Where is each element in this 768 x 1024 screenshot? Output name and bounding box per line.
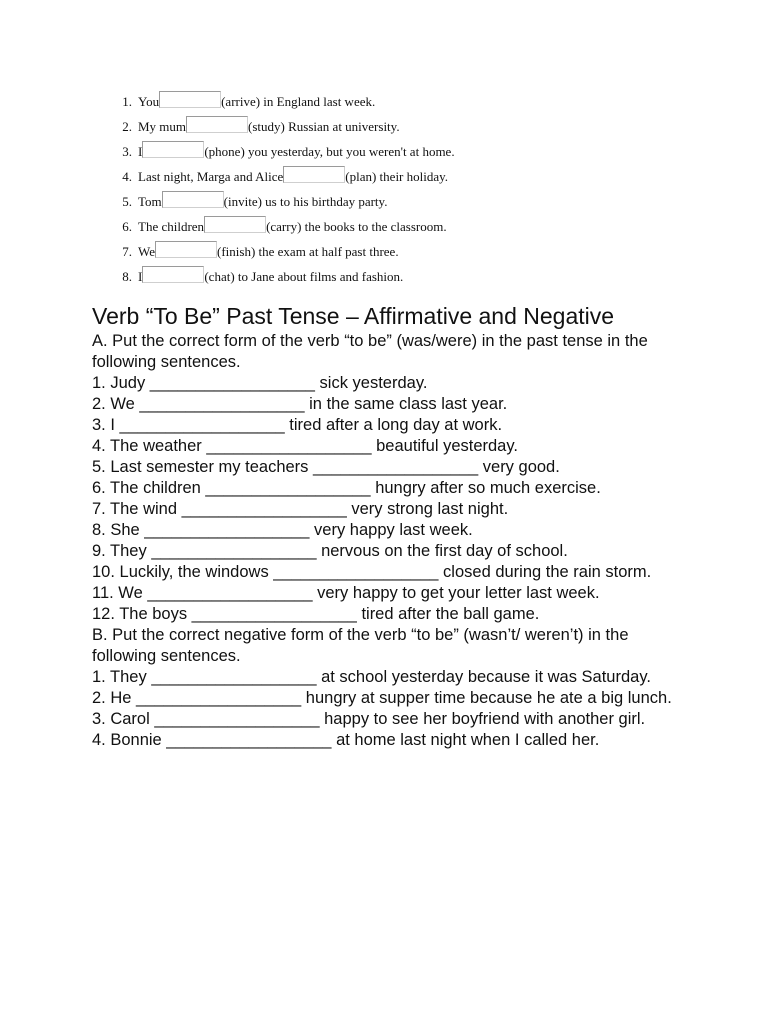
item-number: 5. xyxy=(122,194,132,209)
answer-box[interactable] xyxy=(186,116,248,133)
part-a-item: 6. The children __________________ hungry after so much exercise. xyxy=(92,479,601,497)
item-text xyxy=(138,140,455,164)
item-suffix: (chat) to Jane about films and fashion. xyxy=(204,269,404,284)
item-number: 2. xyxy=(122,119,132,134)
item-prefix: I xyxy=(138,269,143,284)
item-prefix: Last night, Marga and Alice xyxy=(138,169,284,184)
item-prefix: You xyxy=(138,94,160,109)
part-a-item: 1. Judy __________________ sick yesterday. xyxy=(92,374,428,392)
answer-box[interactable] xyxy=(162,191,224,208)
item-text xyxy=(138,90,375,114)
item-number: 8. xyxy=(122,269,132,284)
item-number: 1. xyxy=(122,94,132,109)
to-be-past-tense-section xyxy=(92,302,692,751)
item-suffix: (study) Russian at university. xyxy=(248,119,400,134)
part-a-item: 10. Luckily, the windows __________________ closed during the rain storm. xyxy=(92,563,652,581)
item-text xyxy=(138,115,400,139)
item-suffix: (plan) their holiday. xyxy=(345,169,449,184)
part-b-item: 3. Carol __________________ happy to see her boyfriend with another girl. xyxy=(92,710,646,728)
item-prefix: I xyxy=(138,144,143,159)
item-text xyxy=(138,265,403,289)
section-title: Verb “To Be” Past Tense – Affirmative and Negative xyxy=(92,303,615,329)
item-suffix: (finish) the exam at half past three. xyxy=(217,244,399,259)
answer-box[interactable] xyxy=(155,241,217,258)
item-number: 4. xyxy=(122,169,132,184)
item-suffix: (carry) the books to the classroom. xyxy=(266,219,447,234)
part-a-item: 5. Last semester my teachers __________________ very good. xyxy=(92,458,560,476)
item-suffix: (phone) you yesterday, but you weren't at home. xyxy=(204,144,455,159)
part-a-instruction: A. Put the correct form of the verb “to be” (was/were) in the past tense in the following sentences. xyxy=(92,332,648,371)
part-a-item: 8. She __________________ very happy last week. xyxy=(92,521,473,539)
part-a-item: 11. We __________________ very happy to get your letter last week. xyxy=(92,584,600,602)
part-b-instruction: B. Put the correct negative form of the verb “to be” (wasn’t/ weren’t) in the following sentences. xyxy=(92,626,629,665)
answer-box[interactable] xyxy=(283,166,345,183)
item-prefix: My mum xyxy=(138,119,187,134)
part-b-item: 4. Bonnie __________________ at home last night when I called her. xyxy=(92,731,600,749)
item-suffix: (invite) us to his birthday party. xyxy=(223,194,388,209)
item-number: 3. xyxy=(122,144,132,159)
answer-box[interactable] xyxy=(142,266,204,283)
part-a-item: 12. The boys __________________ tired after the ball game. xyxy=(92,605,540,623)
item-prefix: The children xyxy=(138,219,205,234)
item-text xyxy=(138,240,399,264)
answer-box[interactable] xyxy=(159,91,221,108)
part-a-item: 4. The weather __________________ beautiful yesterday. xyxy=(92,437,518,455)
item-number: 7. xyxy=(122,244,132,259)
answer-box[interactable] xyxy=(204,216,266,233)
item-text xyxy=(138,190,387,214)
part-a-item: 2. We __________________ in the same class last year. xyxy=(92,395,508,413)
item-prefix: Tom xyxy=(138,194,162,209)
part-b-item: 2. He __________________ hungry at supper time because he ate a big lunch. xyxy=(92,689,672,707)
item-prefix: We xyxy=(138,244,155,259)
item-suffix: (arrive) in England last week. xyxy=(221,94,376,109)
item-text xyxy=(138,165,448,189)
part-a-item: 7. The wind __________________ very strong last night. xyxy=(92,500,509,518)
part-a-item: 3. I __________________ tired after a long day at work. xyxy=(92,416,503,434)
part-b-item: 1. They __________________ at school yesterday because it was Saturday. xyxy=(92,668,651,686)
item-text xyxy=(138,215,447,239)
item-number: 6. xyxy=(122,219,132,234)
part-a-item: 9. They __________________ nervous on the first day of school. xyxy=(92,542,568,560)
answer-box[interactable] xyxy=(142,141,204,158)
